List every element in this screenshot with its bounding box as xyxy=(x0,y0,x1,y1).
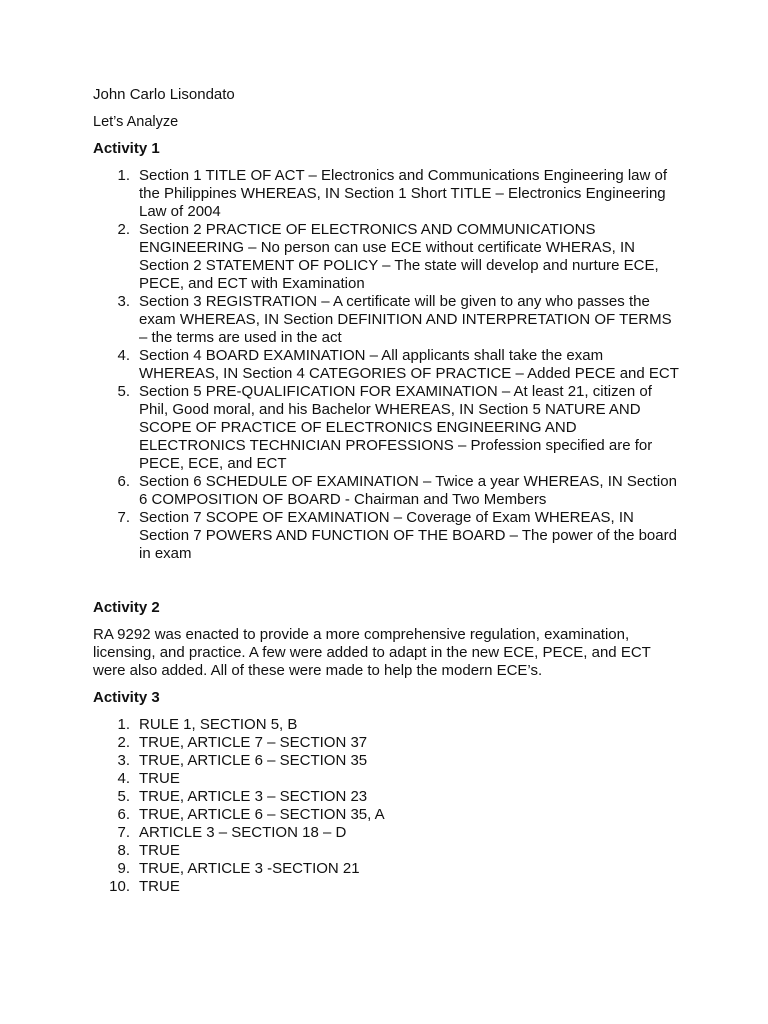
list-item xyxy=(93,770,683,788)
list-item-text: Section 7 SCOPE OF EXAMINATION – Coverage of Exam WHEREAS, IN Section 7 POWERS AND FUNCTION OF THE BOARD – The power of the board in exam xyxy=(139,509,677,562)
list-item xyxy=(93,734,683,752)
list-item xyxy=(93,788,683,806)
list-item-text: TRUE, ARTICLE 3 – SECTION 23 xyxy=(139,788,368,805)
list-item-number: 5. xyxy=(117,788,130,805)
activity-2-heading: Activity 2 xyxy=(93,599,160,616)
list-item xyxy=(93,860,683,878)
list-item-text: TRUE, ARTICLE 3 -SECTION 21 xyxy=(139,860,360,877)
list-item-text: TRUE xyxy=(139,842,180,859)
list-item-number: 4. xyxy=(117,347,130,364)
activity-3-heading: Activity 3 xyxy=(93,689,160,706)
list-item-text: TRUE, ARTICLE 6 – SECTION 35, A xyxy=(139,806,385,823)
list-item-number: 3. xyxy=(117,752,130,769)
list-item-number: 7. xyxy=(117,824,130,841)
list-item-number: 2. xyxy=(117,734,130,751)
list-item-number: 8. xyxy=(117,842,130,859)
list-item xyxy=(93,221,683,293)
list-item-text: TRUE xyxy=(139,878,180,895)
list-item-number: 3. xyxy=(117,293,130,310)
list-item-text: TRUE, ARTICLE 7 – SECTION 37 xyxy=(139,734,368,751)
list-item xyxy=(93,473,683,509)
list-item xyxy=(93,167,683,221)
list-item-number: 4. xyxy=(117,770,130,787)
list-item xyxy=(93,878,683,896)
list-item xyxy=(93,383,683,473)
list-item-text: RULE 1, SECTION 5, B xyxy=(139,716,298,733)
list-item-text: Section 1 TITLE OF ACT – Electronics and Communications Engineering law of the Philippines WHEREAS, IN Section 1 Short TITLE – Electronics Engineering Law of 2004 xyxy=(139,167,668,220)
list-item-number: 2. xyxy=(117,221,130,238)
list-item-number: 1. xyxy=(117,716,130,733)
list-item xyxy=(93,806,683,824)
activity-1-heading: Activity 1 xyxy=(93,140,160,157)
document-subtitle: Let’s Analyze xyxy=(93,114,179,130)
list-item-text: ARTICLE 3 – SECTION 18 – D xyxy=(139,824,347,841)
list-item xyxy=(93,824,683,842)
activity-2-paragraph: RA 9292 was enacted to provide a more comprehensive regulation, examination, licensing, and practice. A few were added to adapt in the new ECE, PECE, and ECT were also added. All of these were made to help the modern ECE’s. xyxy=(93,626,651,679)
list-item-text: Section 3 REGISTRATION – A certificate will be given to any who passes the exam WHEREAS, IN Section DEFINITION AND INTERPRETATION OF TERMS – the terms are used in the act xyxy=(139,293,672,346)
list-item-number: 6. xyxy=(117,473,130,490)
list-item-number: 10. xyxy=(109,878,130,895)
activity-3-list xyxy=(93,716,683,896)
list-item xyxy=(93,347,683,383)
list-item xyxy=(93,509,683,563)
list-item-text: Section 4 BOARD EXAMINATION – All applicants shall take the exam WHEREAS, IN Section 4 CATEGORIES OF PRACTICE – Added PECE and ECT xyxy=(139,347,679,382)
list-item xyxy=(93,293,683,347)
list-item-number: 9. xyxy=(117,860,130,877)
list-item xyxy=(93,716,683,734)
list-item xyxy=(93,842,683,860)
list-item xyxy=(93,752,683,770)
list-item-number: 6. xyxy=(117,806,130,823)
activity-1-list xyxy=(93,167,683,563)
list-item-text: TRUE xyxy=(139,770,180,787)
author-name: John Carlo Lisondato xyxy=(93,86,235,103)
list-item-number: 7. xyxy=(117,509,130,526)
document-page xyxy=(93,86,683,896)
list-item-number: 1. xyxy=(117,167,130,184)
list-item-text: Section 6 SCHEDULE OF EXAMINATION – Twice a year WHEREAS, IN Section 6 COMPOSITION OF BOARD - Chairman and Two Members xyxy=(139,473,677,508)
list-item-text: TRUE, ARTICLE 6 – SECTION 35 xyxy=(139,752,368,769)
list-item-text: Section 2 PRACTICE OF ELECTRONICS AND COMMUNICATIONS ENGINEERING – No person can use ECE without certificate WHERAS, IN Section 2 STATEMENT OF POLICY – The state will develop and nurture ECE, PECE, and ECT with Examination xyxy=(139,221,659,292)
list-item-number: 5. xyxy=(117,383,130,400)
list-item-text: Section 5 PRE-QUALIFICATION FOR EXAMINATION – At least 21, citizen of Phil, Good moral, and his Bachelor WHEREAS, IN Section 5 NATURE AND SCOPE OF PRACTICE OF ELECTRONICS ENGINEERING AND ELECTRONICS TECHNICIAN PROFESSIONS – Profession specified are for PECE, ECE, and ECT xyxy=(139,383,653,472)
